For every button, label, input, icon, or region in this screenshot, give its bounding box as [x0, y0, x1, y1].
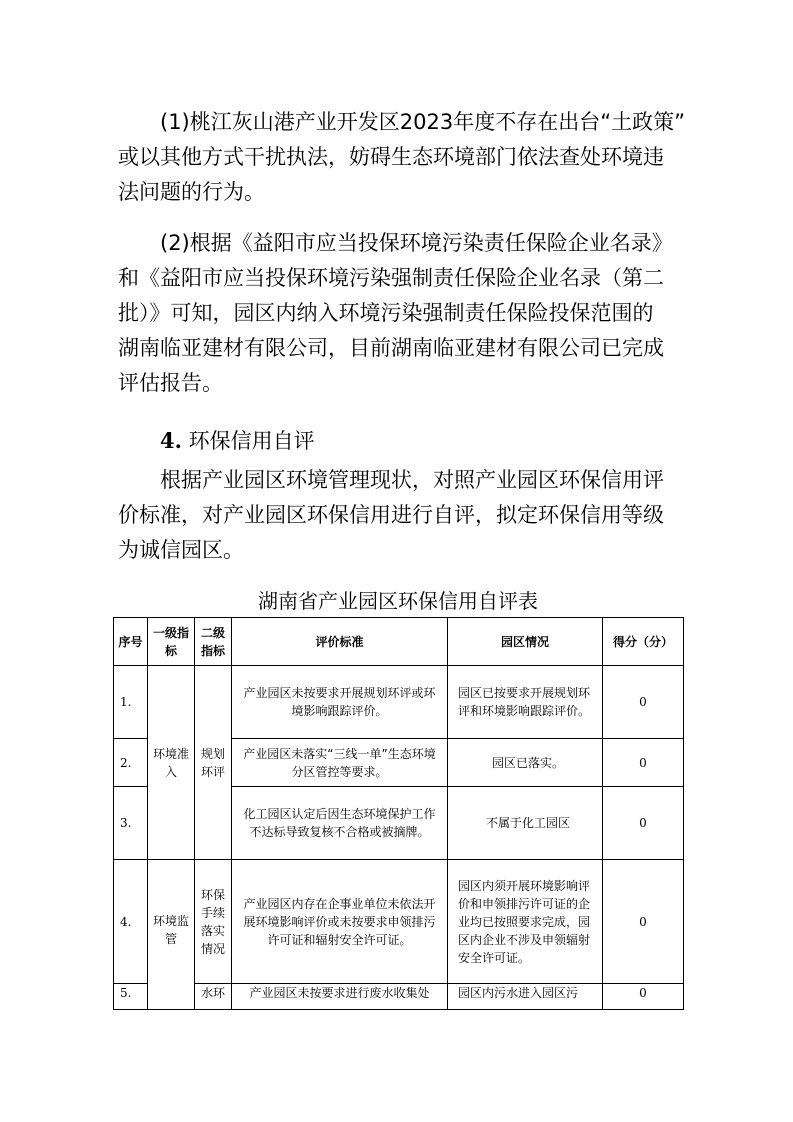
- row-seq: 3.: [114, 787, 148, 860]
- header-seq: 序号: [114, 618, 148, 666]
- row-seq: 5.: [114, 984, 148, 1010]
- header-status: 园区情况: [448, 618, 603, 666]
- paragraph-2: [118, 226, 683, 401]
- paragraph-line: (1)桃江灰山港产业开发区2023年度不存在出台“土政策”: [160, 110, 685, 134]
- level2-cell: 水环: [195, 984, 232, 1010]
- section-heading: [160, 423, 315, 459]
- header-score: 得分（分）: [603, 618, 684, 666]
- level1-cell: 环境监管: [148, 860, 195, 1010]
- table-header-row: [114, 618, 684, 666]
- paragraph-line: (2)根据《益阳市应当投保环境污染责任保险企业名录》: [160, 231, 673, 255]
- paragraph-line: 价标准，对产业园区环保信用进行自评，拟定环保信用等级: [118, 503, 664, 527]
- criteria-cell: 产业园区未按要求开展规划环评或环境影响跟踪评价。: [232, 666, 448, 739]
- criteria-cell: 产业园区内存在企事业单位未依法开展环境影响评价或未按要求申领排污许可证和辐射安全许可证。: [232, 860, 448, 984]
- score-cell: 0: [603, 984, 684, 1010]
- status-cell: 园区内须开展环境影响评价和申领排污许可证的企业均已按照要求完成，园区内企业不涉及申领辐射安全许可证。: [448, 860, 603, 984]
- paragraph-line: 湖南临亚建材有限公司，目前湖南临亚建材有限公司已完成: [118, 336, 664, 360]
- score-cell: 0: [603, 860, 684, 984]
- paragraph-line: 或以其他方式干扰执法，妨碍生态环境部门依法查处环境违: [118, 145, 664, 169]
- criteria-cell: 产业园区未按要求进行废水收集处: [232, 984, 448, 1010]
- paragraph-1: [118, 105, 683, 210]
- criteria-cell: 化工园区认定后因生态环境保护工作不达标导致复核不合格或被摘牌。: [232, 787, 448, 860]
- status-cell: 园区已落实。: [448, 739, 603, 787]
- status-cell: 园区内污水进入园区污: [448, 984, 603, 1010]
- table-title: 湖南省产业园区环保信用自评表: [258, 589, 538, 613]
- status-cell: 园区已按要求开展规划环评和环境影响跟踪评价。: [448, 666, 603, 739]
- header-level1: 一级指标: [148, 618, 195, 666]
- table-row: [114, 666, 684, 739]
- section-title: 环保信用自评: [188, 429, 315, 453]
- section-number: 4.: [160, 428, 182, 453]
- score-cell: 0: [603, 666, 684, 739]
- level1-cell: 环境准入: [148, 666, 195, 860]
- paragraph-line: 根据产业园区环境管理现状，对照产业园区环保信用评: [160, 468, 664, 492]
- header-criteria: 评价标准: [232, 618, 448, 666]
- score-cell: 0: [603, 787, 684, 860]
- paragraph-line: 评估报告。: [118, 371, 223, 395]
- row-seq: 2.: [114, 739, 148, 787]
- paragraph-line: 法问题的行为。: [118, 180, 265, 204]
- header-level2: 二级指标: [195, 618, 232, 666]
- level2-cell: 规划环评: [195, 666, 232, 860]
- score-cell: 0: [603, 739, 684, 787]
- status-cell: 不属于化工园区: [448, 787, 603, 860]
- table-row: [114, 984, 684, 1010]
- level2-cell: 环保手续落实情况: [195, 860, 232, 984]
- paragraph-line: 批）》可知，园区内纳入环境污染强制责任保险投保范围的: [118, 301, 654, 325]
- credit-evaluation-table: [113, 617, 684, 1010]
- row-seq: 1.: [114, 666, 148, 739]
- row-seq: 4.: [114, 860, 148, 984]
- criteria-cell: 产业园区未落实“三线一单”生态环境分区管控等要求。: [232, 739, 448, 787]
- paragraph-line: 和《益阳市应当投保环境污染强制责任保险企业名录（第二: [118, 266, 664, 290]
- table-row: [114, 860, 684, 984]
- paragraph-line: 为诚信园区。: [118, 538, 244, 562]
- paragraph-3: [118, 463, 683, 568]
